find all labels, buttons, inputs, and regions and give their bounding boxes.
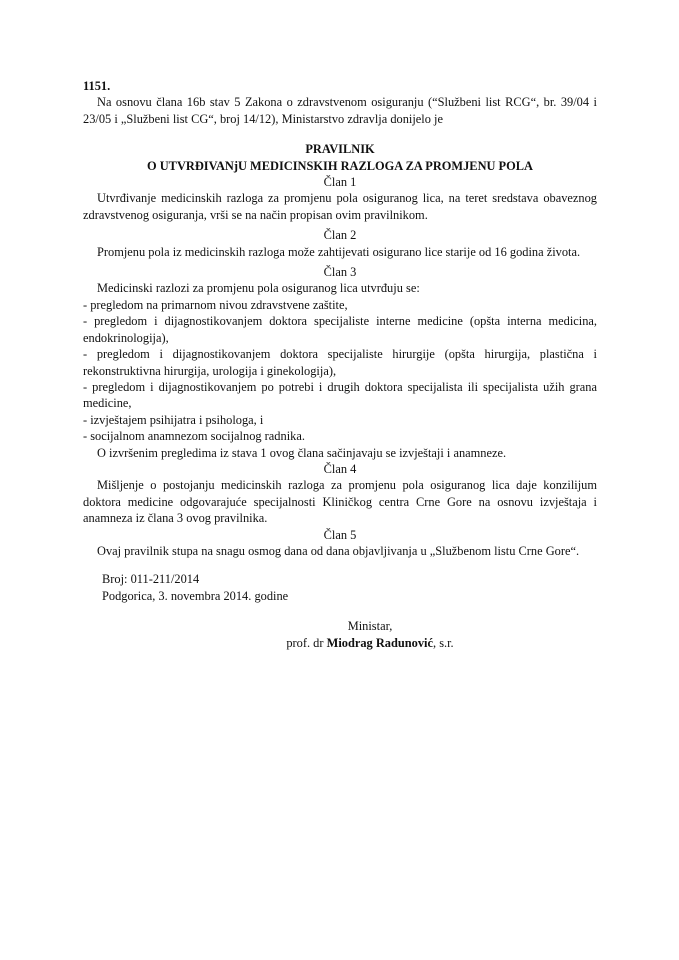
- article-3-item: - socijalnom anamnezom socijalnog radnika.: [83, 429, 305, 444]
- preamble: Na osnovu člana 16b stav 5 Zakona o zdravstvenom osiguranju (“Službeni list RCG“, br. 39/04 i 23/05 i „Službeni list CG“, broj 14/12), Ministarstvo zdravlja donijelo je: [83, 95, 597, 126]
- article-3-item: - pregledom i dijagnostikovanjem doktora specijaliste hirurgije (opšta hirurgija, plastična i rekonstruktivna hirurgija, urologija i ginekologija),: [83, 347, 597, 378]
- document-body: [83, 78, 597, 651]
- signature-role: Ministar,: [347, 619, 393, 634]
- signature-line: [143, 635, 597, 651]
- article-5-text: Ovaj pravilnik stupa na snagu osmog dana od dana objavljivanja u „Službenom listu Crne Gore“.: [97, 543, 580, 558]
- article-4-heading: Član 4: [323, 461, 357, 476]
- article-2-text: Promjenu pola iz medicinskih razloga može zahtijevati osigurano lice starije od 16 godina života.: [97, 244, 581, 259]
- article-2-heading: Član 2: [323, 228, 357, 243]
- article-3-heading: Član 3: [323, 265, 357, 280]
- article-5-heading: Član 5: [323, 527, 357, 542]
- document-title: PRAVILNIK: [305, 142, 375, 157]
- signature-suffix: , s.r.: [433, 635, 454, 650]
- document-subtitle: O UTVRĐIVANjU MEDICINSKIH RAZLOGA ZA PROMJENU POLA: [147, 158, 533, 173]
- article-3-closing: O izvršenim pregledima iz stava 1 ovog člana sačinjavaju se izvještaji i anamneze.: [97, 445, 507, 460]
- article-3-item: - pregledom i dijagnostikovanjem doktora specijaliste interne medicine (opšta interna medicina, endokrinologija),: [83, 314, 597, 345]
- article-3-item: - pregledom na primarnom nivou zdravstvene zaštite,: [83, 297, 348, 312]
- article-3-item: - pregledom i dijagnostikovanjem po potrebi i drugih doktora specijalista ili specijalista užih grana medicine,: [83, 379, 597, 411]
- signature-prefix: prof. dr: [286, 635, 324, 650]
- signatory-name: Miodrag Radunović: [326, 635, 433, 650]
- article-1-heading: Član 1: [323, 175, 357, 190]
- article-4-text: Mišljenje o postojanju medicinskih razloga za promjenu pola osiguranog lica daje konzilijum doktora medicine odgovarajuće specijalnosti Kliničkog centra Crne Gore na osnovu izvještaja i anamneza iz člana 3 ovog pravilnika.: [83, 478, 597, 526]
- article-3-lead: Medicinski razlozi za promjenu pola osiguranog lica utvrđuju se:: [97, 281, 420, 296]
- place-and-date: Podgorica, 3. novembra 2014. godine: [102, 588, 289, 603]
- article-3-item: - izvještajem psihijatra i psihologa, i: [83, 412, 264, 427]
- document-number: 1151.: [83, 79, 111, 93]
- document-reference-number: Broj: 011-211/2014: [102, 572, 200, 587]
- article-1-text: Utvrđivanje medicinskih razloga za promjenu pola osiguranog lica, na teret sredstava obaveznog zdravstvenog osiguranja, vrši se na način propisan ovim pravilnikom.: [83, 191, 597, 222]
